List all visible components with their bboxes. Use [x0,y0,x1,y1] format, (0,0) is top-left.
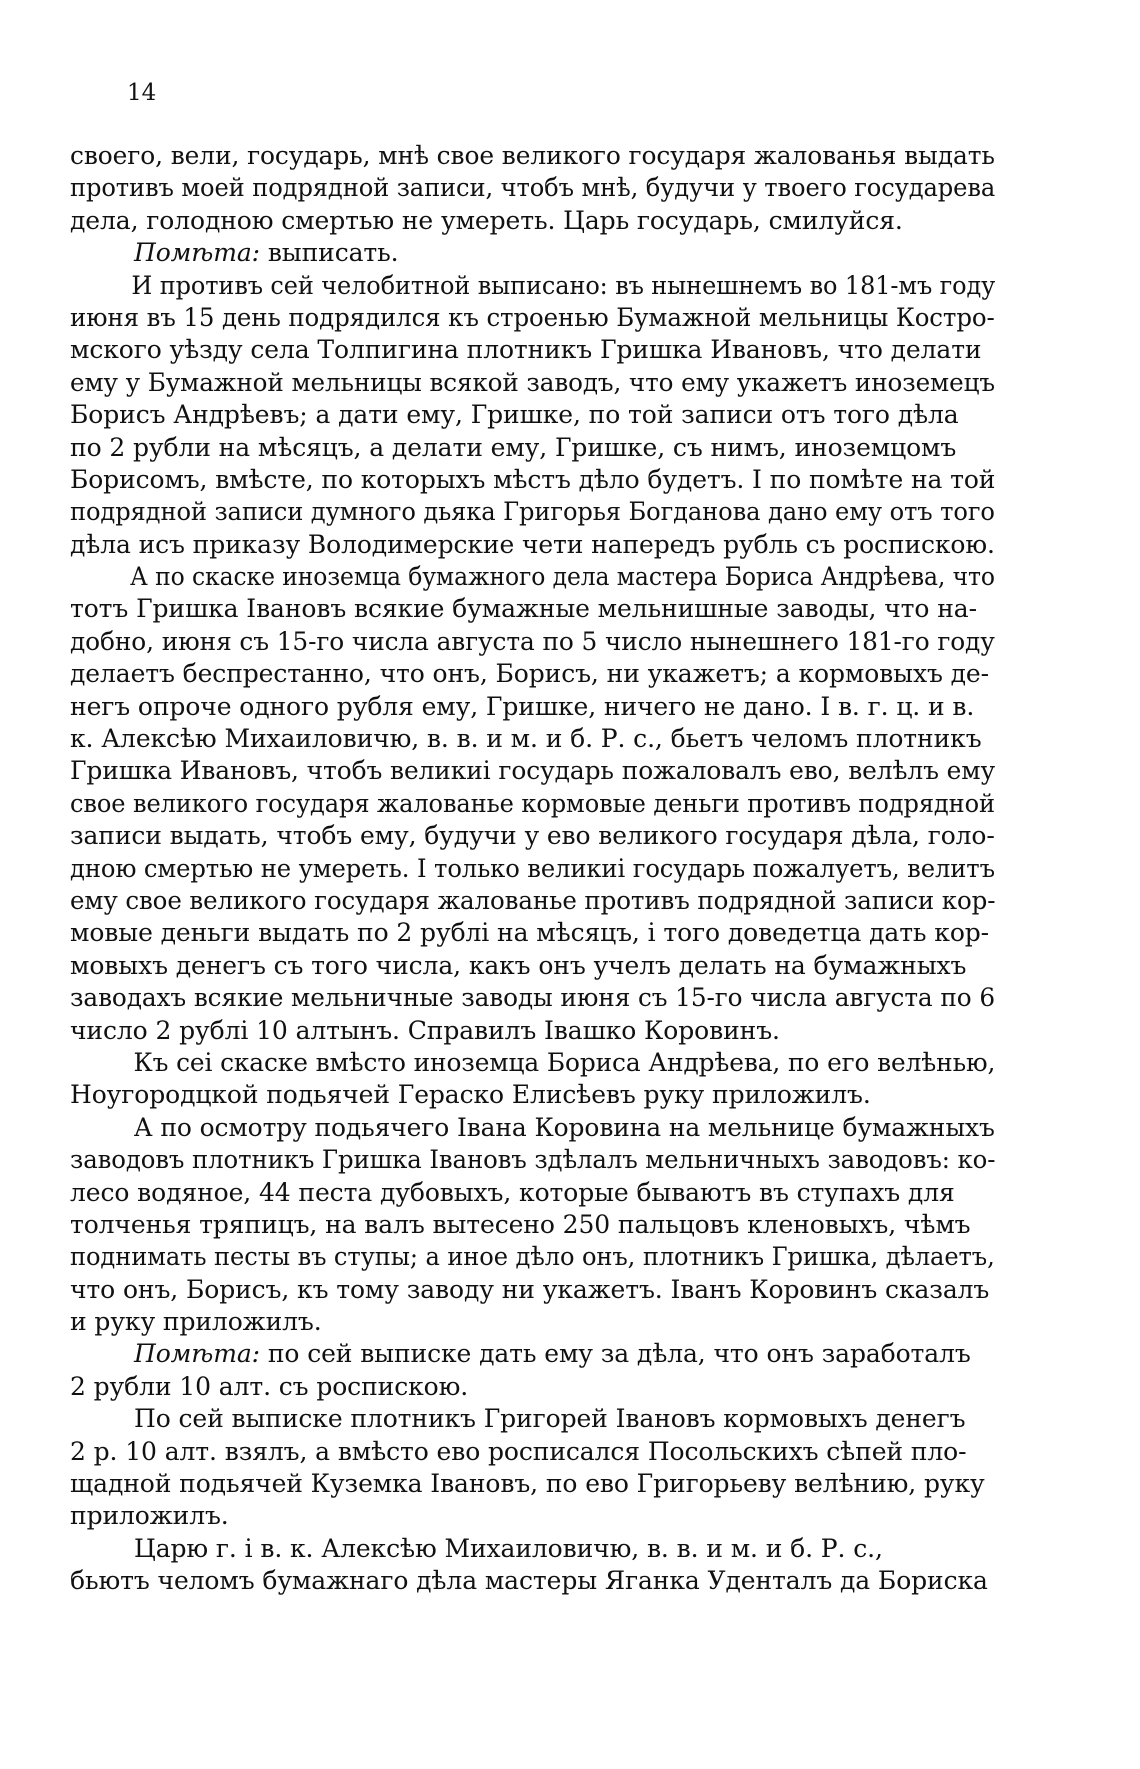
line-text: число 2 рублі 10 алтынъ. Справилъ Івашко Коровинъ. [70,1015,780,1045]
line-text: ему у Бумажной мельницы всякой заводъ, что ему укажетъ иноземецъ [70,367,995,397]
line-text: мского уѣзду села Толпигина плотникъ Гришка Ивановъ, что делати [70,335,982,365]
text-line [70,1177,995,1209]
line-text: мовые деньги выдать по 2 рублі на мѣсяцъ, і того доведетца дать кор- [70,918,990,948]
line-text: 2 рубли 10 алт. съ роспискою. [70,1371,469,1401]
text-line [70,820,994,852]
line-text: по сей выписке дать ему за дѣла, что онъ заработалъ [259,1339,971,1369]
line-text: добно, июня съ 15-го числа августа по 5 число нынешнего 181-го году [70,626,995,656]
text-line [70,658,995,690]
text-line [70,982,996,1014]
text-line [70,496,995,528]
line-text: По сей выписке плотникъ Григорей Івановъ кормовыхъ денегъ [134,1404,966,1434]
line-text: толченья тряпицъ, на валъ вытесено 250 пальцовъ кленовыхъ, чѣмъ [70,1209,971,1239]
line-text: А по скаске иноземца бумажного дела мастера Бориса Андрѣева, что [130,562,995,592]
line-text: противъ моей подрядной записи, чтобъ мнѣ, будучи у твоего государева [70,173,996,203]
text-line [70,1533,995,1565]
text-line [70,1079,995,1111]
line-text: бьютъ челомъ бумажнаго дѣла мастеры Яганка Уденталъ да Бориска [70,1566,988,1596]
line-text: Гришка Ивановъ, чтобъ великиі государь пожаловалъ ево, велѣлъ ему [70,756,996,786]
line-text: лесо водяное, 44 песта дубовыхъ, которые бываютъ въ ступахъ для [70,1177,955,1207]
text-line [70,270,996,302]
text-line [70,172,996,204]
text-line [70,1015,995,1047]
text-line [70,788,995,820]
text-line [70,1274,995,1306]
line-text: что онъ, Борисъ, къ тому заводу ни укажетъ. Іванъ Коровинъ сказалъ [70,1274,990,1304]
line-text: дною смертью не умереть. І только великиі государь пожалуетъ, велитъ [70,853,995,883]
text-line [70,593,995,625]
line-text: И противъ сей челобитной выписано: въ нынешнемъ во 181-мъ году [131,270,996,300]
text-line [70,1112,995,1144]
line-text: заводовъ плотникъ Гришка Івановъ здѣлалъ мельничныхъ заводовъ: ко- [70,1145,996,1175]
text-line [70,237,995,269]
text-line [70,1436,995,1468]
line-text: заводахъ всякие мельничные заводы июня съ 15-го числа августа по 6 [70,983,996,1013]
line-text: негъ опроче одного рубля ему, Гришке, ничего не дано. І в. г. ц. и в. [70,691,975,721]
text-line [70,1144,996,1176]
text-line [70,367,995,399]
line-text: 2 р. 10 алт. взялъ, а вмѣсто ево росписался Посольскихъ сѣпей пло- [70,1436,967,1466]
text-line [70,432,995,464]
line-text: июня въ 15 день подрядился къ строенью Бумажной мельницы Костро- [70,302,995,332]
line-text: по 2 рубли на мѣсяцъ, а делати ему, Гришке, съ нимъ, иноземцомъ [70,432,957,462]
text-line [70,885,996,917]
text-line [70,755,996,787]
text-line [70,1565,995,1597]
line-text: дѣла исъ приказу Володимерские чети напередъ рубль съ роспискою. [70,529,995,559]
line-text: щадной подьячей Куземка Івановъ, по ево Григорьеву велѣнию, руку [70,1469,985,1499]
text-line [70,1500,995,1532]
text-line [70,723,995,755]
line-text: выписать. [259,238,399,268]
text-line [70,1306,995,1338]
text-line [70,917,995,949]
text-line [70,334,995,366]
line-text: поднимать песты въ ступы; а иное дѣло онъ, плотникъ Гришка, дѣлаетъ, [70,1242,995,1272]
text-line [70,691,995,723]
line-text: тотъ Гришка Івановъ всякие бумажные мельнишные заводы, что на- [70,594,977,624]
text-line [70,529,994,561]
text-line [70,561,995,593]
line-text: Царю г. і в. к. Алексѣю Михаиловичю, в. в. и м. и б. Р. с., [134,1533,883,1563]
text-line [70,302,995,334]
line-text: свое великого государя жалованье кормовые деньги противъ подрядной [70,788,995,818]
text-line [70,464,994,496]
text-line [70,950,995,982]
line-text: делаетъ беспрестанно, что онъ, Борисъ, ни укажетъ; а кормовыхъ де- [70,659,989,689]
text-line [70,140,995,172]
body-text [70,140,995,1598]
text-line [70,399,995,431]
text-line [70,1468,995,1500]
note-label: Помѣта: [134,238,260,268]
text-line [70,1371,995,1403]
line-text: своего, вели, государь, мнѣ свое великого государя жалованья выдать [70,141,995,170]
text-line [70,205,995,237]
text-line [70,1241,995,1273]
line-text: к. Алексѣю Михаиловичю, в. в. и м. и б. Р. с., бьетъ челомъ плотникъ [70,724,982,754]
line-text: записи выдать, чтобъ ему, будучи у ево великого государя дѣла, голо- [70,821,995,851]
text-line [70,626,995,658]
line-text: ему свое великого государя жалованье противъ подрядной записи кор- [70,885,996,915]
text-line [70,1209,995,1241]
line-text: А по осмотру подьячего Івана Коровина на мельнице бумажныхъ [133,1112,995,1142]
text-line [70,853,995,885]
line-text: дела, голодною смертью не умереть. Царь государь, смилуйся. [70,205,903,235]
text-line [70,1403,995,1435]
text-line [70,1047,996,1079]
line-text: Борисомъ, вмѣсте, по которыхъ мѣстъ дѣло будетъ. І по помѣте на той [70,464,996,494]
line-text: Борисъ Андрѣевъ; а дати ему, Гришке, по той записи отъ того дѣла [70,400,959,430]
line-text: Къ сеі скаске вмѣсто иноземца Бориса Андрѣева, по его велѣнью, [133,1047,996,1077]
page-number: 14 [127,80,157,106]
text-line [70,1338,995,1370]
line-text: Ноугородцкой подьячей Гераско Елисѣевъ руку приложилъ. [70,1080,871,1110]
note-label: Помѣта: [134,1339,260,1369]
line-text: и руку приложилъ. [70,1307,322,1337]
line-text: мовыхъ денегъ съ того числа, какъ онъ учелъ делать на бумажныхъ [70,950,967,980]
line-text: приложилъ. [70,1501,229,1531]
line-text: подрядной записи думного дьяка Григорья Богданова дано ему отъ того [70,497,995,527]
